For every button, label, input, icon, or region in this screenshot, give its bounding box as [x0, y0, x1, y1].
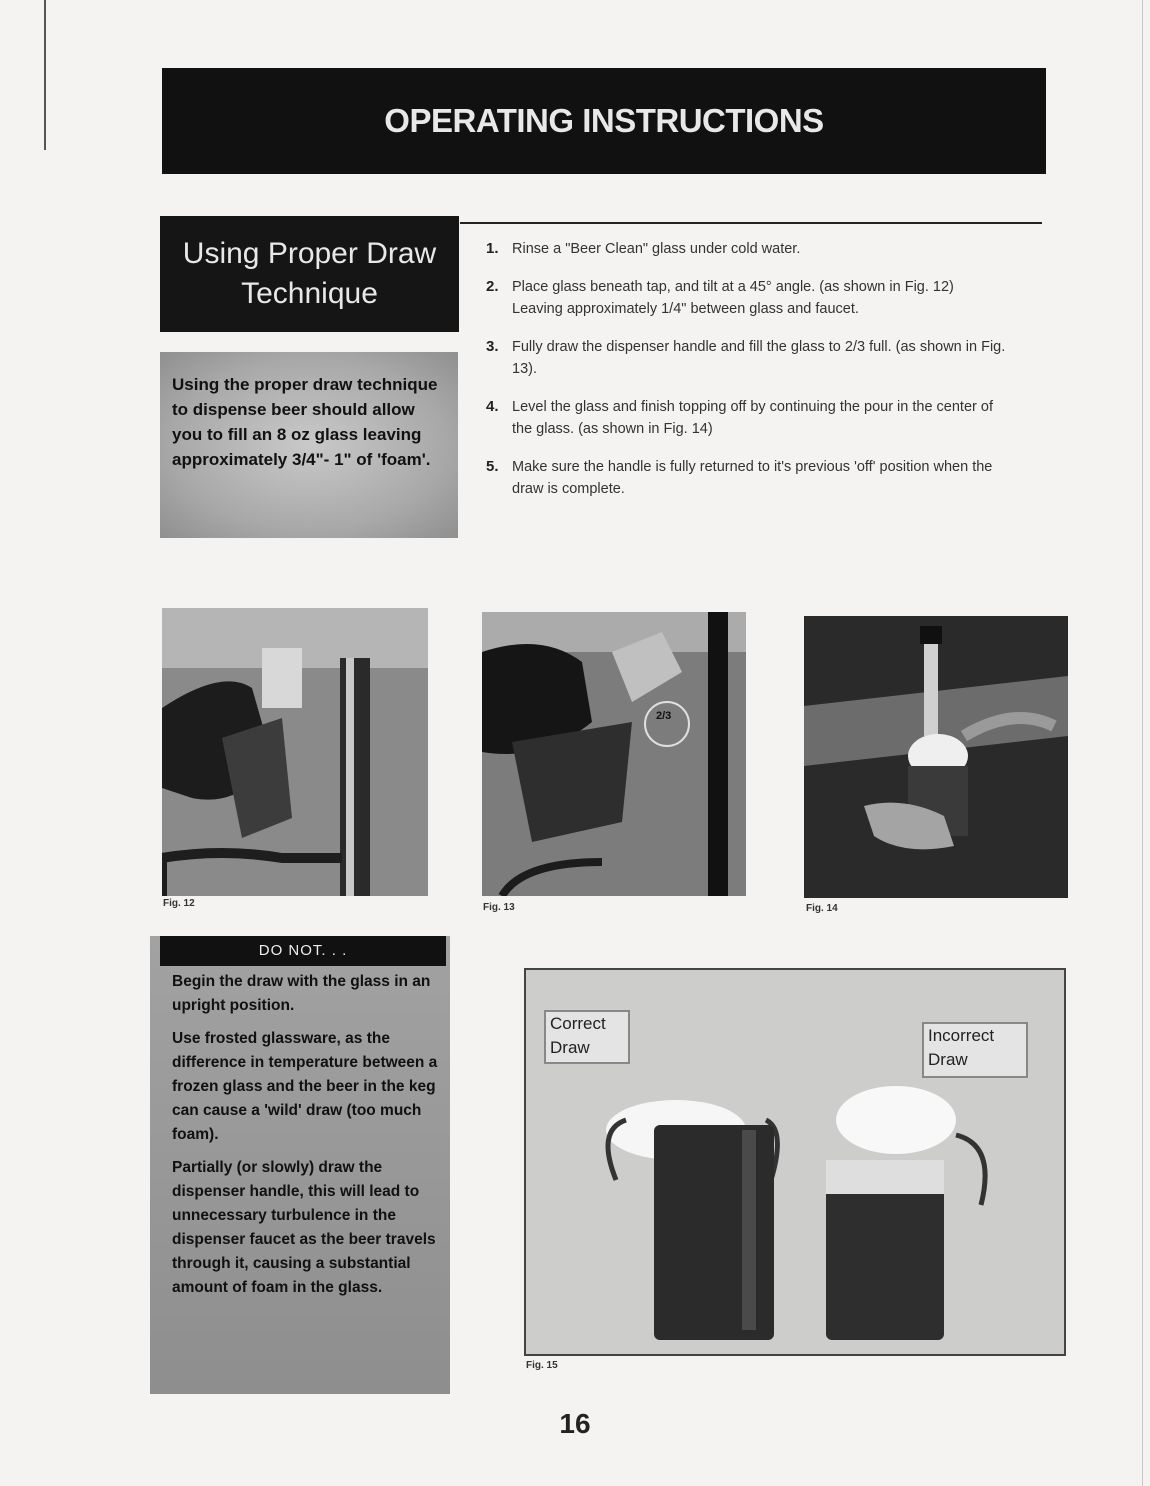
tip-text: Using the proper draw technique to dispense beer should allow you to fill an 8 oz glass leaving approximately 3/4"- 1" of 'foam'. [172, 375, 438, 469]
incorrect-label-line-2: Draw [928, 1050, 968, 1069]
incorrect-label-line-1: Incorrect [928, 1026, 995, 1045]
header-banner [162, 68, 1046, 174]
figure-14-photo [804, 616, 1068, 898]
step-text: Level the glass and finish topping off by continuing the pour in the center of the glass. (as shown in Fig. 14) [512, 399, 993, 437]
step-item [486, 276, 1006, 320]
do-not-box [150, 936, 450, 1394]
step-number: 5. [486, 458, 499, 475]
step-text: Make sure the handle is fully returned to it's previous 'off' position when the draw is complete. [512, 459, 993, 497]
section-title-line-2: Technique [241, 277, 378, 310]
margin-line [44, 0, 46, 150]
step-item [486, 336, 1006, 380]
figure-15-photo [524, 968, 1066, 1356]
figure-14-caption: Fig. 14 [806, 903, 838, 914]
step-item [486, 456, 1006, 500]
tip-box [160, 352, 458, 538]
step-number: 2. [486, 278, 499, 295]
page-title: OPERATING INSTRUCTIONS [384, 102, 824, 139]
do-not-item: Partially (or slowly) draw the dispenser handle, this will lead to unnecessary turbulence in the dispenser faucet as the beer travels through it, causing a substantial amount of foam in the glass. [172, 1159, 436, 1296]
step-item [486, 238, 1006, 260]
fill-mark-label: 2/3 [656, 710, 672, 722]
step-number: 4. [486, 398, 499, 415]
step-text: Fully draw the dispenser handle and fill the glass to 2/3 full. (as shown in Fig. 13). [512, 339, 1006, 377]
figure-13-caption: Fig. 13 [483, 902, 515, 913]
page-number: 16 [559, 1408, 591, 1439]
figure-12-photo [162, 608, 428, 896]
section-heading [160, 216, 459, 332]
figure-15-caption: Fig. 15 [526, 1360, 558, 1371]
step-number: 1. [486, 240, 499, 257]
figure-12-caption: Fig. 12 [163, 898, 195, 909]
section-title-line-1: Using Proper Draw [182, 237, 437, 270]
steps-list [486, 238, 1006, 516]
correct-label-line-2: Draw [550, 1038, 590, 1057]
do-not-item: Begin the draw with the glass in an upright position. [172, 973, 431, 1014]
do-not-title: DO NOT. . . [160, 936, 446, 966]
section-rule [460, 222, 1042, 224]
step-text: Place glass beneath tap, and tilt at a 45° angle. (as shown in Fig. 12) Leaving approximately 1/4" between glass and faucet. [512, 279, 954, 317]
step-number: 3. [486, 338, 499, 355]
correct-draw-label [544, 1010, 630, 1064]
do-not-list [150, 966, 450, 1300]
step-text: Rinse a "Beer Clean" glass under cold water. [512, 241, 801, 257]
correct-label-line-1: Correct [550, 1014, 606, 1033]
figure-13-photo [482, 612, 746, 896]
do-not-item: Use frosted glassware, as the difference in temperature between a frozen glass and the beer in the keg can cause a 'wild' draw (too much foam). [172, 1030, 438, 1143]
step-item [486, 396, 1006, 440]
incorrect-draw-label [922, 1022, 1028, 1078]
page-edge [1142, 0, 1143, 1486]
